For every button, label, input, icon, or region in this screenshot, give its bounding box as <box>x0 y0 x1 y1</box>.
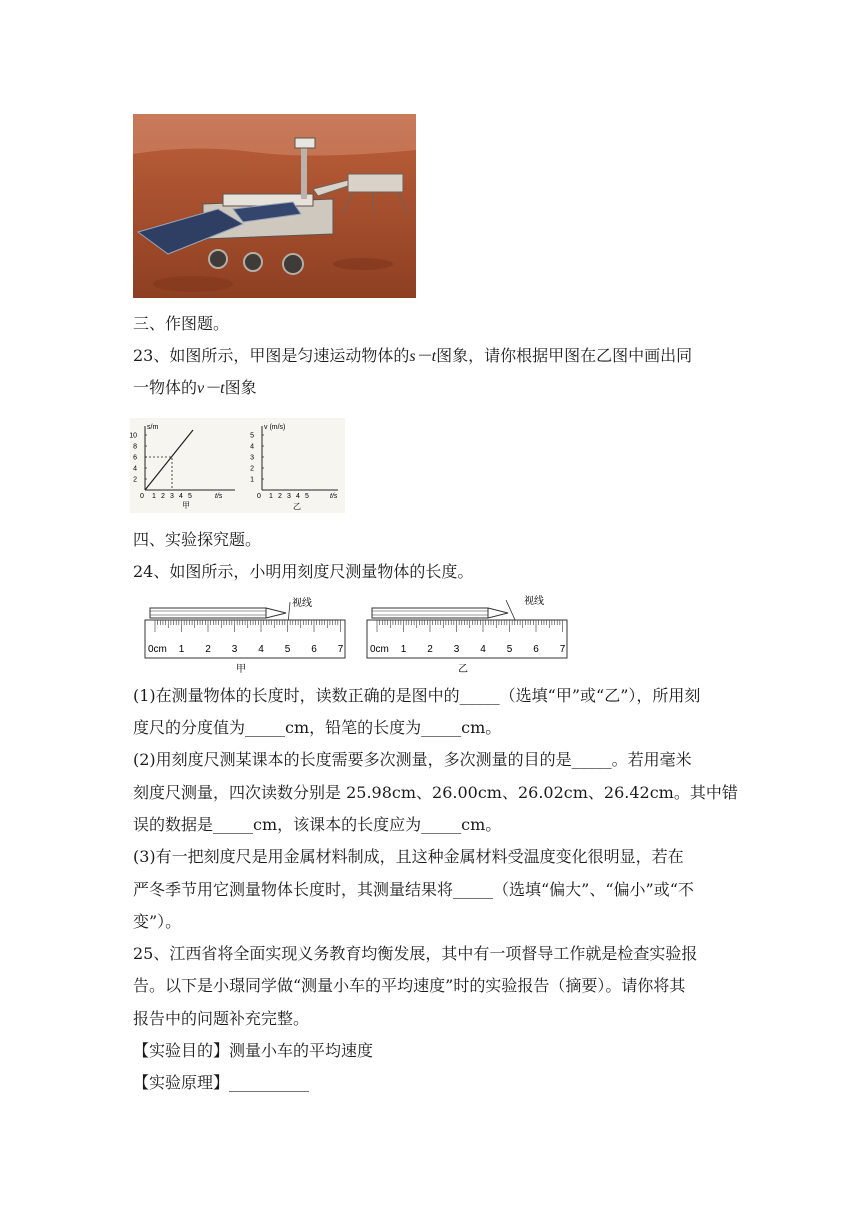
q25-purpose: 【实验目的】测量小车的平均速度 <box>133 1041 374 1060</box>
ruler-number: 5 <box>506 644 513 655</box>
y-tick-label: 1 <box>250 476 254 484</box>
q23-line2-math: v－t <box>197 380 225 397</box>
graph-yi-caption: 乙 <box>293 502 301 511</box>
ruler-number: 2 <box>427 644 433 655</box>
sight-label-yi: 视线 <box>524 596 544 607</box>
q24-intro: 24、如图所示，小明用刻度尺测量物体的长度。 <box>133 562 474 581</box>
q24-p3-line-2: 严冬季节用它测量物体长度时，其测量结果将_____（选填“偏大”、“偏小”或“不 <box>133 880 694 899</box>
graph-yi-x-label: t/s <box>330 493 338 500</box>
ruler-number: 3 <box>231 644 238 655</box>
q23-graphs <box>130 418 345 513</box>
pencil-jia <box>150 608 286 618</box>
q24-p1-line-2: 度尺的分度值为_____cm，铅笔的长度为_____cm。 <box>133 718 502 737</box>
x-tick-label: 5 <box>305 493 309 500</box>
ruler-number: 6 <box>311 644 317 655</box>
x-tick-label: 3 <box>287 493 291 500</box>
section-3-title: 三、作图题。 <box>133 314 230 333</box>
q23-line2-pre: 一物体的 <box>133 378 198 397</box>
ruler-number: 1 <box>400 644 407 655</box>
y-tick-label: 4 <box>133 465 137 473</box>
y-tick-label: 6 <box>133 454 137 462</box>
q23-line-2 <box>133 378 257 399</box>
q25-line-3: 报告中的问题补充完整。 <box>133 1009 310 1028</box>
ruler-number: 4 <box>480 644 486 655</box>
q23-line1-pre: 23、如图所示，甲图是匀速运动物体的 <box>133 346 410 365</box>
q23-line1-post: 图象，请你根据甲图在乙图中画出同 <box>436 346 693 365</box>
q24-p3-line-1: (3)有一把刻度尺是用金属材料制成，且这种金属材料受温度变化很明显，若在 <box>133 847 684 866</box>
x-tick-label: 1 <box>269 493 273 500</box>
ruler-number: 4 <box>258 644 264 655</box>
q24-p2-line-3: 误的数据是_____cm，该课本的长度应为_____cm。 <box>133 815 502 834</box>
ruler-number: 6 <box>533 644 539 655</box>
ruler-number: 1 <box>178 644 185 655</box>
q24-p2-line-2: 刻度尺测量，四次读数分别是 25.98cm、26.00cm、26.02cm、26.42cm。其中错 <box>133 783 738 802</box>
x-tick-label: 2 <box>278 493 282 500</box>
sight-label-jia: 视线 <box>292 598 312 609</box>
q25-principle: 【实验原理】__________ <box>133 1073 310 1092</box>
q23-line1-math: s－t <box>409 348 437 365</box>
q25-line-2: 告。以下是小璟同学做“测量小车的平均速度”时的实验报告（摘要）。请你将其 <box>133 976 686 995</box>
graph-yi-origin: 0 <box>257 493 261 500</box>
graph-jia-caption: 甲 <box>182 501 190 510</box>
y-tick-label: 2 <box>250 465 254 473</box>
section-4-title: 四、实验探究题。 <box>133 530 262 549</box>
x-tick-label: 4 <box>179 493 183 500</box>
ruler-yi-caption: 乙 <box>458 664 468 675</box>
y-tick-label: 2 <box>133 476 137 484</box>
q23-line2-post: 图象 <box>224 378 257 397</box>
y-tick-label: 3 <box>250 454 254 462</box>
q24-p3-line-3: 变”）。 <box>133 912 182 931</box>
ruler-jia-caption: 甲 <box>236 664 246 675</box>
graph-jia-x-label: t/s <box>215 493 223 500</box>
ruler-number: 7 <box>337 644 344 655</box>
q23-line-1 <box>133 346 692 367</box>
y-tick-label: 4 <box>250 443 254 451</box>
q24-p1-line-1: (1)在测量物体的长度时，读数正确的是图中的_____（选填“甲”或“乙”），所用刻 <box>133 686 701 705</box>
y-tick-label: 8 <box>133 443 137 451</box>
x-tick-label: 2 <box>161 493 165 500</box>
ruler-number: 5 <box>284 644 291 655</box>
sight-line-yi <box>506 600 516 622</box>
x-tick-label: 1 <box>152 493 156 500</box>
ruler-jia-zero-label: 0cm <box>148 644 167 655</box>
q25-line-1: 25、江西省将全面实现义务教育均衡发展，其中有一项督导工作就是检查实验报 <box>133 944 698 963</box>
y-tick-label: 5 <box>250 432 254 440</box>
q24-rulers <box>140 592 580 674</box>
ruler-yi-zero-label: 0cm <box>370 644 389 655</box>
q24-p2-line-1: (2)用刻度尺测某课本的长度需要多次测量，多次测量的目的是_____。若用毫米 <box>133 750 692 769</box>
x-tick-label: 4 <box>296 493 300 500</box>
graph-jia-y-label: s/m <box>147 424 159 431</box>
ruler-number: 3 <box>453 644 460 655</box>
ruler-number: 7 <box>559 644 566 655</box>
x-tick-label: 3 <box>170 493 174 500</box>
mars-rover-photo <box>133 114 416 298</box>
ruler-number: 2 <box>205 644 211 655</box>
x-tick-label: 5 <box>188 493 192 500</box>
pencil-yi <box>372 608 508 618</box>
graph-yi-y-label: v (m/s) <box>264 424 286 431</box>
graph-jia-origin: 0 <box>140 493 144 500</box>
y-tick-label: 10 <box>129 432 137 440</box>
